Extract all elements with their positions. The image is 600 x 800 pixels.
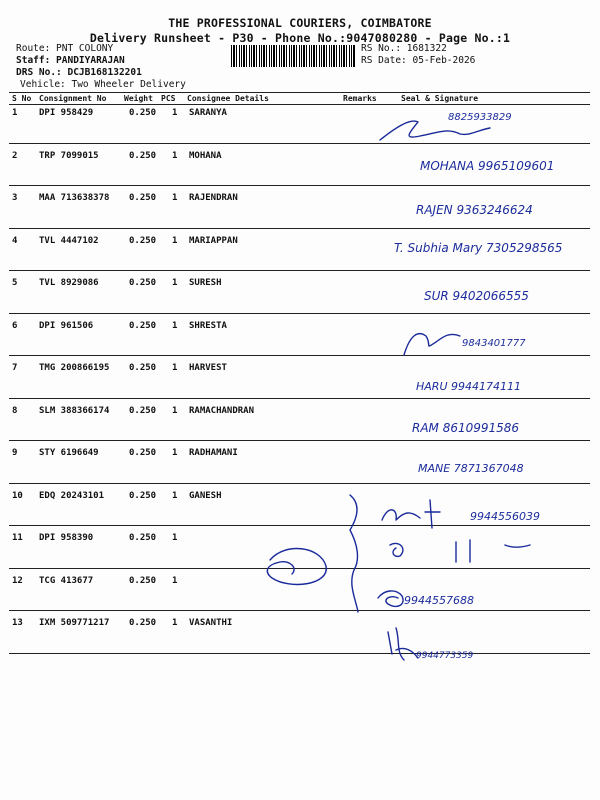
row-pcs: 1: [172, 405, 178, 416]
row-consignee-name: GANESH: [189, 490, 222, 501]
signature-scribble: [382, 500, 440, 528]
row-pcs: 1: [172, 193, 178, 203]
col-seal-signature: Seal & Signature: [401, 94, 479, 103]
circle-scribble: [267, 549, 326, 585]
row-pcs: 1: [172, 278, 178, 288]
col-consignment: Consignment No: [39, 94, 107, 103]
row-divider: [9, 483, 590, 484]
header-bottom-rule: [9, 104, 590, 105]
row-weight: 0.250: [129, 278, 157, 288]
route-label: Route: PNT COLONY: [16, 43, 114, 54]
col-remarks: Remarks: [343, 94, 377, 103]
company-title: THE PROFESSIONAL COURIERS, COIMBATORE: [168, 16, 432, 30]
row-consignee-name: SARANYA: [189, 108, 227, 118]
rs-number: RS No.: 1681322: [361, 43, 447, 54]
row-weight: 0.250: [129, 490, 157, 501]
signature-text: MANE 7871367048: [418, 462, 524, 475]
row-divider: [9, 653, 590, 654]
row-consignment-no: TMG 200866195: [39, 363, 110, 373]
col-pcs: PCS: [161, 94, 176, 103]
row-consignment-no: DPI 958429: [39, 108, 94, 118]
row-weight: 0.250: [129, 575, 157, 586]
row-consignee-name: VASANTHI: [189, 618, 233, 628]
runsheet-subtitle: Delivery Runsheet - P30 - Phone No.:9047080280 - Page No.:1: [89, 31, 511, 45]
row-consignment-no: SLM 388366174: [39, 405, 110, 416]
row-sno: 13: [12, 618, 23, 628]
row-consignment-no: IXM 509771217: [39, 618, 110, 628]
signature-text: 9843401777: [462, 338, 526, 349]
signature-scribble: [390, 540, 530, 562]
row-pcs: 1: [172, 363, 178, 373]
row-consignee-name: MOHANA: [189, 150, 222, 161]
row-divider: [9, 610, 590, 611]
row-sno: 7: [12, 363, 18, 373]
signature-scribble: [404, 334, 460, 355]
staff-label: Staff: PANDIYARAJAN: [16, 55, 125, 66]
row-sno: 10: [12, 490, 23, 501]
col-weight: Weight: [124, 94, 153, 103]
row-weight: 0.250: [129, 533, 157, 543]
row-consignee-name: RADHAMANI: [189, 448, 238, 458]
row-consignment-no: TVL 4447102: [39, 235, 99, 246]
row-consignment-no: STY 6196649: [39, 448, 99, 458]
row-divider: [9, 355, 590, 356]
row-weight: 0.250: [129, 618, 157, 628]
row-divider: [9, 143, 590, 144]
row-consignment-no: TCG 413677: [39, 575, 94, 586]
row-consignment-no: DPI 958390: [39, 533, 94, 543]
row-consignment-no: DPI 961506: [39, 320, 94, 331]
col-consignee-details: Consignee Details: [187, 94, 269, 103]
row-sno: 1: [12, 108, 18, 118]
row-sno: 6: [12, 320, 18, 331]
row-consignee-name: RAMACHANDRAN: [189, 405, 255, 416]
row-consignee-name: SURESH: [189, 278, 222, 288]
signature-text: MOHANA 9965109601: [420, 159, 555, 173]
row-pcs: 1: [172, 490, 178, 501]
row-consignee-name: HARVEST: [189, 363, 227, 373]
drs-label: DRS No.: DCJB168132201: [16, 67, 142, 78]
row-weight: 0.250: [129, 108, 157, 118]
signature-text: 9944557688: [404, 594, 474, 607]
row-weight: 0.250: [129, 448, 157, 458]
signature-text: RAM 8610991586: [412, 421, 520, 435]
signature-scribble: [380, 121, 490, 140]
rs-date: RS Date: 05-Feb-2026: [361, 55, 476, 66]
row-consignment-no: TVL 8929086: [39, 278, 99, 288]
row-consignee-name: RAJENDRAN: [189, 193, 238, 203]
row-consignment-no: EDQ 20243101: [39, 490, 105, 501]
row-sno: 3: [12, 193, 18, 203]
signature-text: SUR 9402066555: [424, 289, 529, 303]
row-weight: 0.250: [129, 235, 157, 246]
row-divider: [9, 313, 590, 314]
row-divider: [9, 568, 590, 569]
row-weight: 0.250: [129, 193, 157, 203]
row-pcs: 1: [172, 150, 178, 161]
row-pcs: 1: [172, 235, 178, 246]
col-sno: S No: [12, 94, 32, 103]
row-divider: [9, 270, 590, 271]
vehicle-label: Vehicle: Two Wheeler Delivery: [20, 79, 186, 90]
row-pcs: 1: [172, 320, 178, 331]
bracket-mark: [350, 495, 358, 612]
row-weight: 0.250: [129, 320, 157, 331]
row-weight: 0.250: [129, 405, 157, 416]
signature-text: T. Subhia Mary 7305298565: [394, 241, 563, 255]
row-divider: [9, 440, 590, 441]
row-sno: 11: [12, 533, 23, 543]
row-pcs: 1: [172, 618, 178, 628]
row-consignee-name: MARIAPPAN: [189, 235, 238, 246]
row-divider: [9, 228, 590, 229]
row-pcs: 1: [172, 448, 178, 458]
row-divider: [9, 525, 590, 526]
row-weight: 0.250: [129, 150, 157, 161]
signature-text: HARU 9944174111: [416, 380, 521, 393]
row-sno: 12: [12, 575, 23, 586]
row-divider: [9, 185, 590, 186]
row-sno: 5: [12, 278, 18, 288]
signature-text: 9944556039: [470, 510, 540, 523]
header-top-rule: [9, 92, 590, 93]
row-weight: 0.250: [129, 363, 157, 373]
row-sno: 4: [12, 235, 18, 246]
signature-scribble: [388, 628, 418, 660]
row-pcs: 1: [172, 108, 178, 118]
signature-scribble: [378, 591, 403, 607]
row-sno: 8: [12, 405, 18, 416]
row-divider: [9, 398, 590, 399]
barcode: [231, 45, 356, 67]
signature-text: 9944773359: [416, 651, 474, 661]
signature-text: 8825933829: [448, 112, 512, 123]
row-consignment-no: TRP 7099015: [39, 150, 99, 161]
row-consignment-no: MAA 713638378: [39, 193, 110, 203]
row-pcs: 1: [172, 533, 178, 543]
row-sno: 9: [12, 448, 18, 458]
signature-text: RAJEN 9363246624: [416, 203, 533, 217]
row-pcs: 1: [172, 575, 178, 586]
row-consignee-name: SHRESTA: [189, 320, 227, 331]
row-sno: 2: [12, 150, 18, 161]
